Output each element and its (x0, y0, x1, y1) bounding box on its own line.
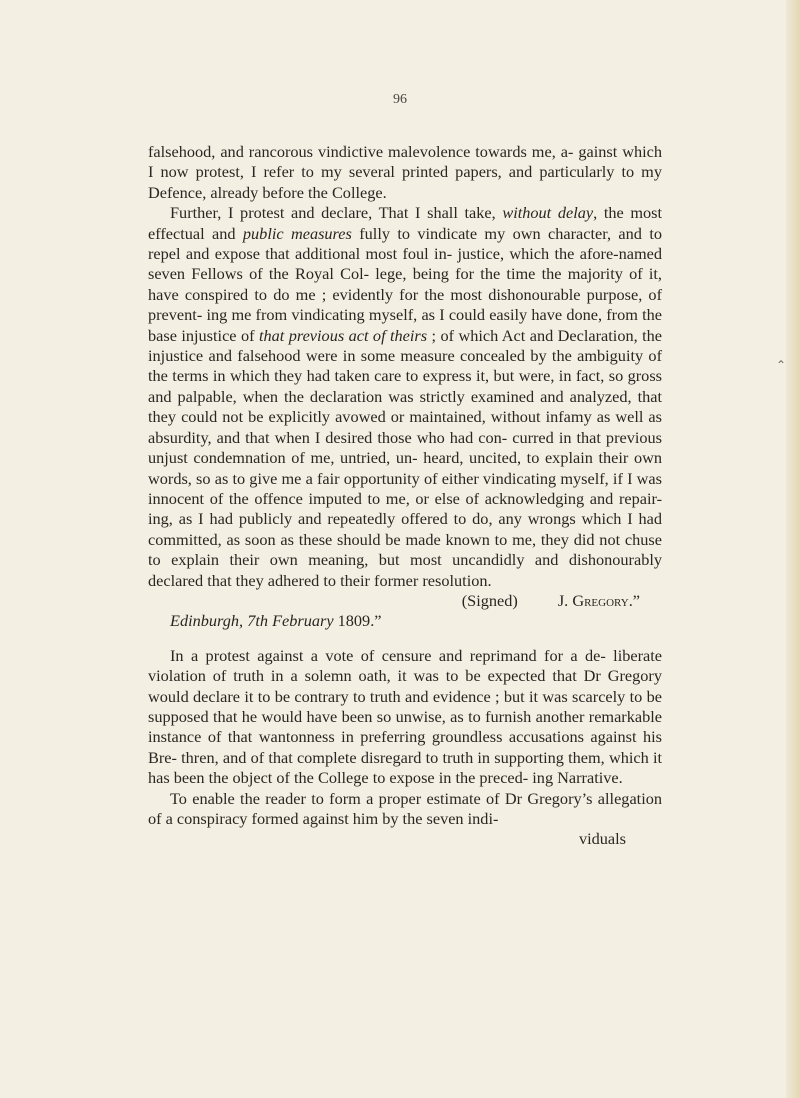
body-text-upper (148, 142, 662, 850)
section-gap (148, 632, 662, 646)
date-place: Edinburgh, (170, 611, 244, 631)
dateline (148, 611, 662, 631)
catchword: viduals (578, 829, 626, 849)
signed-label: (Signed) (461, 590, 518, 610)
date-day: 7th February (243, 611, 334, 631)
emphasis-public-measures: public measures (242, 223, 352, 243)
page-edge-shadow (786, 0, 800, 1098)
emphasis-previous-act: that previous act of theirs (258, 325, 428, 345)
date-year: 1809.” (333, 611, 382, 631)
signatory-name: J. Gregory.” (557, 590, 640, 610)
page-number: 96 (393, 92, 407, 107)
paragraph-censure: In a protest against a vote of censure and reprimand for a de- liberate violation of truth in a solemn oath, it was to be expected that Dr Gregory would declare it to be contrary to truth and evidence ; but it was scarcely to be supposed that he would have been so unwise, as to furnish another remarkable instance of that wantonness in preferring groundless accusations against his Bre- thren, and of that complete disregard to truth in supporting them, which it has been the object of the College to expose in the preced- ing Narrative. (148, 645, 662, 788)
signature-line (148, 591, 662, 611)
paragraph-continuation: falsehood, and rancorous vindictive malevolence towards me, a- gainst which I now protest, I refer to my several printed papers, and particularly to my Defence, already before the College. (148, 142, 662, 202)
paragraph-estimate: To enable the reader to form a proper estimate of Dr Gregory’s allegation of a conspiracy formed against him by the seven indi- (148, 788, 662, 828)
paragraph-protest: Further, I protest and declare, That I shall take, without delay, the most effectual and public measures fully to vindicate my own character, and to repel and expose that additional most foul in- justice, which the afore-named seven Fellows of the Royal Col- lege, being for the time the majority of it, have conspired to do me ; evidently for the most dishonourable purpose, of prevent- ing me from vindicating myself, as I could easily have done, from the base injustice of that previous act of theirs ; of which Act and Declaration, the injustice and falsehood were in some measure concealed by the ambiguity of the terms in which they had taken care to express it, but were, in fact, so gross and palpable, when the declaration was strictly examined and analyzed, that they could not be explicitly avowed or maintained, without infamy as well as absurdity, and that when I desired those who had con- curred in that previous unjust condemnation of me, untried, un- heard, uncited, to explain their own words, so as to give me a fair opportunity of either vindicating myself, if I was innocent of the offence imputed to me, or else of acknowledging and repair- ing, as I had publicly and repeatedly offered to do, any wrongs which I had committed, as soon as these should be made known to me, they did not chuse to explain their own meaning, but most uncandidly and dishonourably declared that they adhered to their former resolution. (148, 203, 663, 590)
margin-pencil-mark: ⌃ (776, 358, 787, 372)
emphasis-without-delay: without delay (502, 203, 594, 223)
